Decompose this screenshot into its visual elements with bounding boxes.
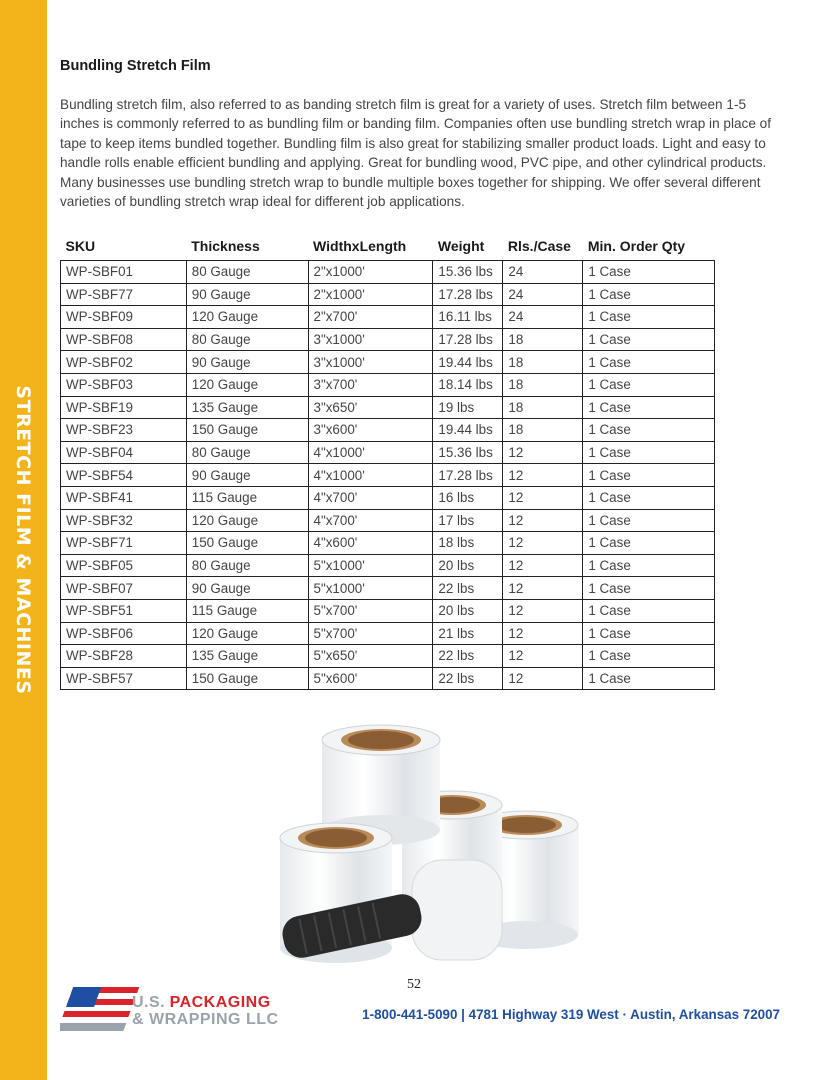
table-cell: 18 bbox=[503, 373, 583, 396]
table-row bbox=[61, 532, 715, 555]
table-cell: 120 Gauge bbox=[186, 373, 308, 396]
table-cell: 80 Gauge bbox=[186, 328, 308, 351]
side-band bbox=[0, 0, 47, 1080]
table-cell: 5"x600' bbox=[308, 667, 433, 690]
table-cell: WP-SBF19 bbox=[61, 396, 187, 419]
table-cell: 20 lbs bbox=[433, 599, 503, 622]
table-cell: 4"x1000' bbox=[308, 441, 433, 464]
table-cell: 18 bbox=[503, 419, 583, 442]
table-cell: 21 lbs bbox=[433, 622, 503, 645]
table-cell: WP-SBF05 bbox=[61, 554, 187, 577]
table-cell: 12 bbox=[503, 645, 583, 668]
table-cell: 4"x600' bbox=[308, 532, 433, 555]
table-cell: 120 Gauge bbox=[186, 509, 308, 532]
table-cell: 3"x650' bbox=[308, 396, 433, 419]
table-cell: 1 Case bbox=[583, 667, 715, 690]
table-cell: 1 Case bbox=[583, 306, 715, 329]
table-cell: 5"x700' bbox=[308, 622, 433, 645]
page-number: 52 bbox=[407, 977, 421, 992]
table-cell: 2"x1000' bbox=[308, 283, 433, 306]
table-cell: WP-SBF01 bbox=[61, 261, 187, 284]
table-cell: 1 Case bbox=[583, 645, 715, 668]
table-cell: WP-SBF28 bbox=[61, 645, 187, 668]
contact-info: 1-800-441-5090 | 4781 Highway 319 West · Austin, Arkansas 72007 bbox=[362, 1007, 780, 1022]
table-row bbox=[61, 577, 715, 600]
table-cell: 1 Case bbox=[583, 351, 715, 374]
table-row bbox=[61, 441, 715, 464]
table-cell: 12 bbox=[503, 622, 583, 645]
table-cell: 5"x650' bbox=[308, 645, 433, 668]
table-cell: 1 Case bbox=[583, 577, 715, 600]
table-row bbox=[61, 509, 715, 532]
table-cell: 4"x700' bbox=[308, 509, 433, 532]
stretch-film-rolls-photo bbox=[262, 720, 582, 975]
table-cell: 115 Gauge bbox=[186, 486, 308, 509]
table-cell: WP-SBF08 bbox=[61, 328, 187, 351]
table-cell: WP-SBF09 bbox=[61, 306, 187, 329]
table-cell: 1 Case bbox=[583, 532, 715, 555]
table-row bbox=[61, 261, 715, 284]
table-cell: 1 Case bbox=[583, 261, 715, 284]
table-cell: 19.44 lbs bbox=[433, 351, 503, 374]
table-row bbox=[61, 645, 715, 668]
column-header: SKU bbox=[61, 231, 187, 261]
table-cell: WP-SBF04 bbox=[61, 441, 187, 464]
table-row bbox=[61, 396, 715, 419]
table-cell: 150 Gauge bbox=[186, 532, 308, 555]
table-cell: 22 lbs bbox=[433, 667, 503, 690]
table-cell: 135 Gauge bbox=[186, 396, 308, 419]
intro-paragraph: Bundling stretch film, also referred to as banding stretch film is great for a variety of uses. Stretch film between 1-5 inches is commonly referred to as bundling film or banding film. Companies often use bundling stretch wrap in place of tape to keep items bundled together. Bundling film is also great for stabilizing smaller product loads. Light and easy to handle rolls enable efficient bundling and applying. Great for bundling wood, PVC pipe, and other cylindrical products. Many businesses use bundling stretch wrap to bundle multiple boxes together for shipping. We offer several different varieties of bundling stretch wrap ideal for different job applications. bbox=[60, 97, 772, 210]
table-cell: 90 Gauge bbox=[186, 577, 308, 600]
table-row bbox=[61, 328, 715, 351]
table-cell: 3"x600' bbox=[308, 419, 433, 442]
table-cell: 24 bbox=[503, 261, 583, 284]
table-cell: 5"x1000' bbox=[308, 577, 433, 600]
table-cell: 1 Case bbox=[583, 419, 715, 442]
table-row bbox=[61, 283, 715, 306]
table-cell: 16.11 lbs bbox=[433, 306, 503, 329]
page-title: Bundling Stretch Film bbox=[60, 58, 211, 74]
table-cell: 20 lbs bbox=[433, 554, 503, 577]
table-cell: 80 Gauge bbox=[186, 261, 308, 284]
table-cell: 18 lbs bbox=[433, 532, 503, 555]
table-cell: 1 Case bbox=[583, 486, 715, 509]
table-cell: WP-SBF71 bbox=[61, 532, 187, 555]
side-label: STRETCH FILM & MACHINES bbox=[12, 385, 34, 695]
table-row bbox=[61, 599, 715, 622]
table-cell: WP-SBF41 bbox=[61, 486, 187, 509]
table-cell: 18 bbox=[503, 351, 583, 374]
spec-table bbox=[60, 231, 715, 690]
table-cell: 4"x700' bbox=[308, 486, 433, 509]
table-row bbox=[61, 351, 715, 374]
table-cell: 3"x700' bbox=[308, 373, 433, 396]
table-cell: 5"x700' bbox=[308, 599, 433, 622]
table-cell: 150 Gauge bbox=[186, 419, 308, 442]
column-header: Min. Order Qty bbox=[583, 231, 715, 261]
table-cell: 1 Case bbox=[583, 622, 715, 645]
table-cell: 17.28 lbs bbox=[433, 464, 503, 487]
table-row bbox=[61, 667, 715, 690]
column-header: Weight bbox=[433, 231, 503, 261]
table-cell: WP-SBF32 bbox=[61, 509, 187, 532]
table-cell: 17.28 lbs bbox=[433, 283, 503, 306]
table-cell: 150 Gauge bbox=[186, 667, 308, 690]
table-cell: 22 lbs bbox=[433, 577, 503, 600]
table-cell: 2"x1000' bbox=[308, 261, 433, 284]
table-cell: 19 lbs bbox=[433, 396, 503, 419]
table-cell: 120 Gauge bbox=[186, 622, 308, 645]
table-cell: WP-SBF03 bbox=[61, 373, 187, 396]
table-cell: 90 Gauge bbox=[186, 283, 308, 306]
company-logo-text bbox=[132, 994, 279, 1028]
table-cell: 15.36 lbs bbox=[433, 261, 503, 284]
logo-us: U.S. bbox=[132, 994, 166, 1011]
table-row bbox=[61, 464, 715, 487]
table-cell: 24 bbox=[503, 306, 583, 329]
column-header: Rls./Case bbox=[503, 231, 583, 261]
table-cell: 1 Case bbox=[583, 554, 715, 577]
table-cell: WP-SBF54 bbox=[61, 464, 187, 487]
logo-wrapping: & WRAPPING LLC bbox=[132, 1011, 279, 1028]
table-cell: 19.44 lbs bbox=[433, 419, 503, 442]
table-cell: 12 bbox=[503, 509, 583, 532]
table-cell: WP-SBF07 bbox=[61, 577, 187, 600]
table-cell: 18 bbox=[503, 328, 583, 351]
table-row bbox=[61, 554, 715, 577]
table-cell: 1 Case bbox=[583, 373, 715, 396]
table-cell: 12 bbox=[503, 667, 583, 690]
table-cell: 90 Gauge bbox=[186, 464, 308, 487]
table-cell: 17.28 lbs bbox=[433, 328, 503, 351]
table-cell: 1 Case bbox=[583, 441, 715, 464]
table-row bbox=[61, 622, 715, 645]
table-cell: 1 Case bbox=[583, 328, 715, 351]
table-cell: 3"x1000' bbox=[308, 328, 433, 351]
table-row bbox=[61, 486, 715, 509]
table-cell: 120 Gauge bbox=[186, 306, 308, 329]
column-header: Thickness bbox=[186, 231, 308, 261]
table-cell: 3"x1000' bbox=[308, 351, 433, 374]
table-cell: 1 Case bbox=[583, 599, 715, 622]
table-row bbox=[61, 373, 715, 396]
table-cell: 22 lbs bbox=[433, 645, 503, 668]
table-cell: 12 bbox=[503, 577, 583, 600]
table-cell: 12 bbox=[503, 599, 583, 622]
table-cell: 2"x700' bbox=[308, 306, 433, 329]
table-cell: 4"x1000' bbox=[308, 464, 433, 487]
table-cell: 90 Gauge bbox=[186, 351, 308, 374]
table-cell: WP-SBF77 bbox=[61, 283, 187, 306]
table-cell: 80 Gauge bbox=[186, 441, 308, 464]
table-cell: 18.14 lbs bbox=[433, 373, 503, 396]
table-cell: 17 lbs bbox=[433, 509, 503, 532]
table-cell: 15.36 lbs bbox=[433, 441, 503, 464]
table-cell: 12 bbox=[503, 441, 583, 464]
table-cell: 1 Case bbox=[583, 396, 715, 419]
table-row bbox=[61, 306, 715, 329]
table-cell: 1 Case bbox=[583, 509, 715, 532]
column-header: WidthxLength bbox=[308, 231, 433, 261]
table-cell: 16 lbs bbox=[433, 486, 503, 509]
table-cell: WP-SBF51 bbox=[61, 599, 187, 622]
table-cell: 12 bbox=[503, 532, 583, 555]
table-cell: 5"x1000' bbox=[308, 554, 433, 577]
table-cell: 12 bbox=[503, 464, 583, 487]
table-cell: WP-SBF02 bbox=[61, 351, 187, 374]
logo-packaging: PACKAGING bbox=[169, 994, 271, 1011]
table-cell: 80 Gauge bbox=[186, 554, 308, 577]
table-cell: 12 bbox=[503, 486, 583, 509]
table-cell: 12 bbox=[503, 554, 583, 577]
table-cell: 135 Gauge bbox=[186, 645, 308, 668]
table-cell: 1 Case bbox=[583, 464, 715, 487]
table-cell: WP-SBF23 bbox=[61, 419, 187, 442]
table-cell: 115 Gauge bbox=[186, 599, 308, 622]
table-cell: 1 Case bbox=[583, 283, 715, 306]
table-cell: 24 bbox=[503, 283, 583, 306]
table-cell: 18 bbox=[503, 396, 583, 419]
table-cell: WP-SBF06 bbox=[61, 622, 187, 645]
table-header-row bbox=[61, 231, 715, 261]
table-cell: WP-SBF57 bbox=[61, 667, 187, 690]
table-row bbox=[61, 419, 715, 442]
